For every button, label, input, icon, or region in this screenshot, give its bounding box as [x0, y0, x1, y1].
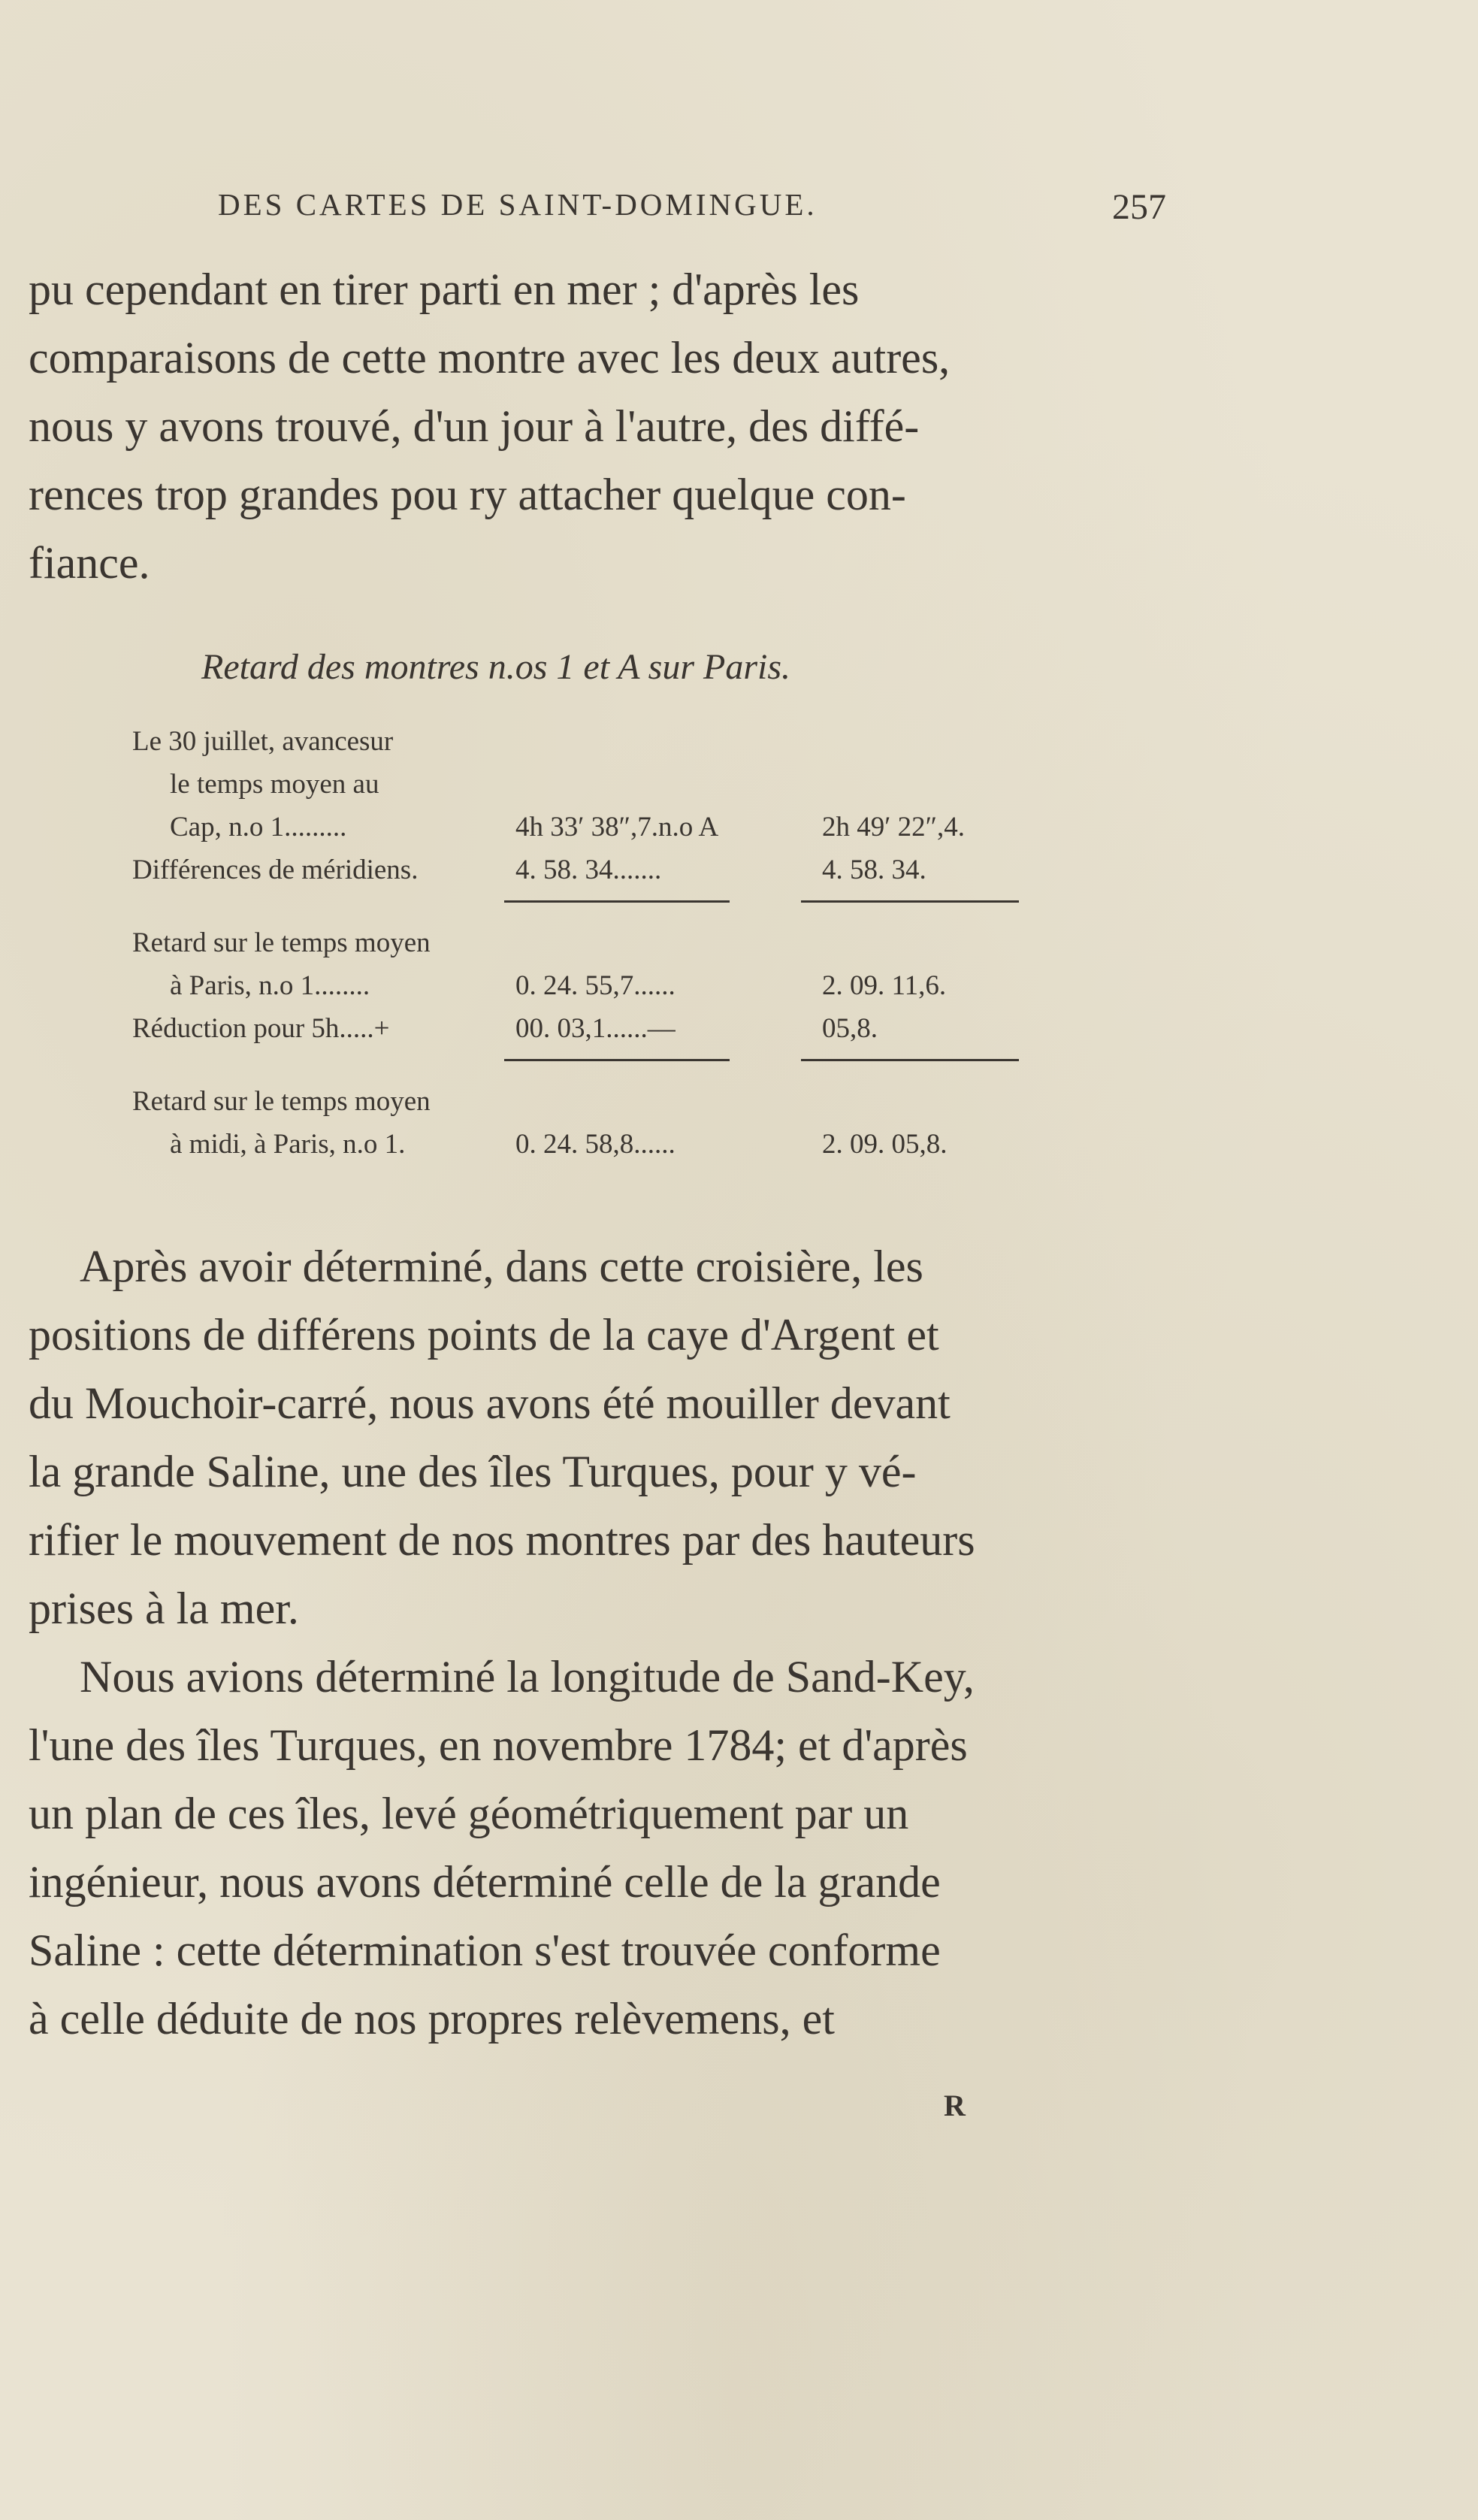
text-line: rences trop grandes pou ry attacher quelque con-	[29, 470, 906, 519]
signature-mark: R	[944, 2089, 966, 2122]
text-line: un plan de ces îles, levé géométriquement par un	[29, 1789, 909, 1838]
watch-a-value: 05,8.	[822, 1013, 878, 1044]
running-head	[218, 186, 1166, 231]
text-line: rifier le mouvement de nos montres par des hauteurs	[29, 1515, 975, 1565]
rule-line	[504, 900, 730, 903]
text-line: nous y avons trouvé, d'un jour à l'autre, des diffé-	[29, 401, 920, 451]
watch-1-value: 0. 24. 58,8......	[515, 1129, 676, 1160]
rule-line	[504, 1059, 730, 1061]
watch-a-value: 2h 49′ 22″,4.	[822, 812, 966, 843]
table-title: Retard des montres n.os 1 et A sur Paris.	[201, 647, 791, 687]
sum-rule	[132, 1050, 1034, 1080]
watch-a-value: 2. 09. 05,8.	[822, 1129, 948, 1160]
paragraph-continuation	[29, 256, 1141, 597]
row-label: le temps moyen au	[170, 769, 379, 800]
row-label: Retard sur le temps moyen	[132, 927, 431, 958]
watch-1-value: 4. 58. 34.......	[515, 855, 662, 885]
table-row	[132, 1123, 1034, 1166]
table-row	[132, 806, 1034, 849]
text-line: Saline : cette détermination s'est trouvée conforme	[29, 1926, 941, 1975]
watch-a-value: 2. 09. 11,6.	[822, 970, 947, 1001]
text-line: comparaisons de cette montre avec les deux autres,	[29, 333, 951, 383]
text-line: ingénieur, nous avons déterminé celle de la grande	[29, 1857, 941, 1907]
watch-a-value: 4. 58. 34.	[822, 855, 926, 885]
row-label: Cap, n.o 1.........	[170, 812, 347, 843]
text-line: l'une des îles Turques, en novembre 1784; et d'après	[29, 1720, 968, 1770]
table-row	[132, 964, 1034, 1007]
text-line: la grande Saline, une des îles Turques, pour y vé-	[29, 1447, 917, 1496]
table-row	[132, 763, 1034, 806]
text-line: Nous avions déterminé la longitude de Sand-Key,	[80, 1652, 975, 1702]
table-row	[132, 1007, 1034, 1050]
sum-rule	[132, 891, 1034, 921]
watch-1-value: 00. 03,1......—	[515, 1013, 676, 1044]
text-line: positions de différens points de la caye d'Argent et	[29, 1310, 939, 1360]
watch-1-value: 0. 24. 55,7......	[515, 970, 676, 1001]
row-label: Retard sur le temps moyen	[132, 1086, 431, 1117]
text-line: pu cependant en tirer parti en mer ; d'après les	[29, 265, 860, 314]
text-line: fiance.	[29, 538, 150, 588]
row-label: à Paris, n.o 1........	[170, 970, 370, 1001]
text-line: du Mouchoir-carré, nous avons été mouiller devant	[29, 1378, 951, 1428]
table-row	[132, 1080, 1034, 1123]
table-row	[132, 720, 1034, 763]
watch-1-value: 4h 33′ 38″,7.n.o A	[515, 812, 719, 843]
rule-line	[801, 900, 1019, 903]
text-line: à celle déduite de nos propres relèvemens, et	[29, 1994, 835, 2044]
running-title: DES CARTES DE SAINT-DOMINGUE.	[218, 187, 818, 222]
table-row	[132, 849, 1034, 891]
text-line: Après avoir déterminé, dans cette croisière, les	[80, 1242, 923, 1291]
table-row	[132, 921, 1034, 964]
row-label: Le 30 juillet, avancesur	[132, 726, 394, 757]
row-label: à midi, à Paris, n.o 1.	[170, 1129, 406, 1160]
rule-line	[801, 1059, 1019, 1061]
row-label: Différences de méridiens.	[132, 855, 419, 885]
watch-delay-table	[132, 720, 1034, 1166]
main-text	[29, 1233, 1141, 2053]
text-line: prises à la mer.	[29, 1584, 299, 1633]
page-number: 257	[1112, 187, 1166, 227]
row-label: Réduction pour 5h.....+	[132, 1013, 390, 1044]
